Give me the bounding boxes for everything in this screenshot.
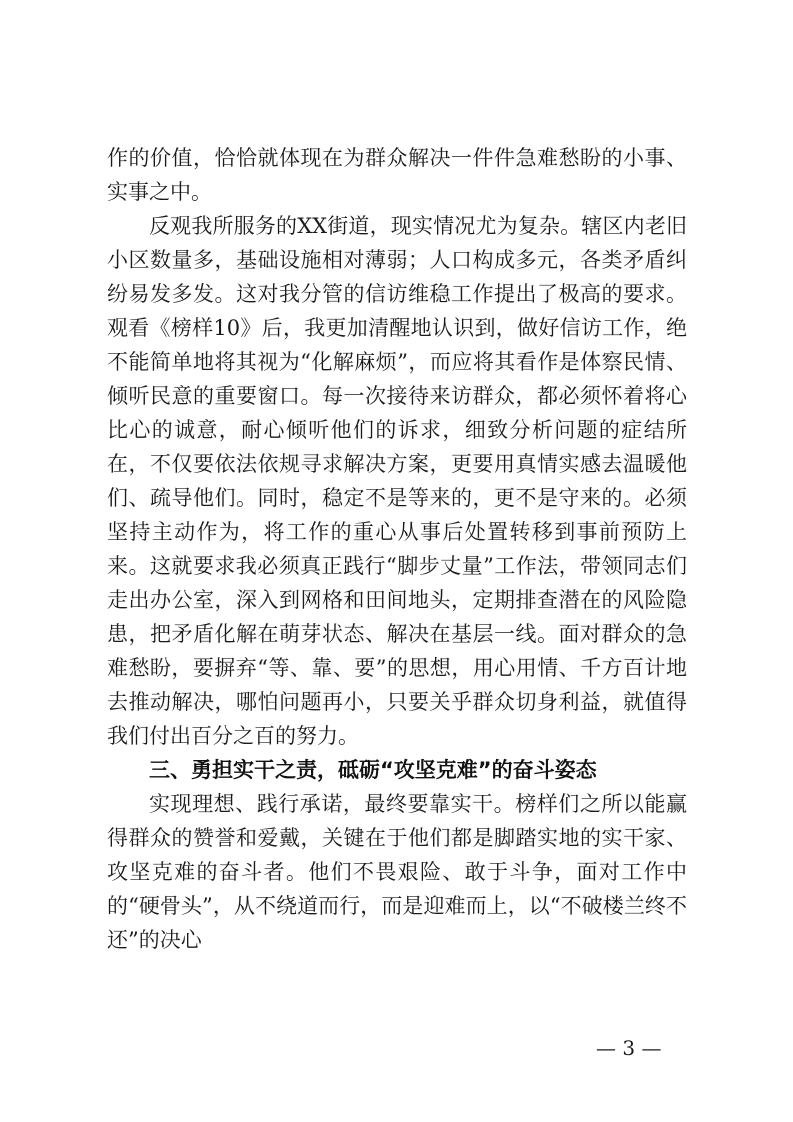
document-body	[107, 141, 687, 957]
paragraph-xx-street: 反观我所服务的XX街道，现实情况尤为复杂。辖区内老旧小区数量多，基础设施相对薄弱；人口构成多元，各类矛盾纠纷易发多发。这对我分管的信访维稳工作提出了极高的要求。观看《榜样10》后，我更加清醒地认识到，做好信访工作，绝不能简单地将其视为“化解麻烦”，而应将其看作是体察民情、倾听民意的重要窗口。每一次接待来访群众，都必须怀着将心比心的诚意，耐心倾听他们的诉求，细致分析问题的症结所在，不仅要依法依规寻求解决方案，更要用真情实感去温暖他们、疏导他们。同时，稳定不是等来的，更不是守来的。必须坚持主动作为，将工作的重心从事后处置转移到事前预防上来。这就要求我必须真正践行“脚步丈量”工作法，带领同志们走出办公室，深入到网格和田间地头，定期排查潜在的风险隐患，把矛盾化解在萌芽状态、解决在基层一线。面对群众的急难愁盼，要摒弃“等、靠、要”的思想，用心用情、千方百计地去推动解决，哪怕问题再小，只要关乎群众切身利益，就值得我们付出百分之百的努力。	[107, 214, 687, 748]
paragraph-hard-work: 实现理想、践行承诺，最终要靠实干。榜样们之所以能赢得群众的赞誉和爱戴，关键在于他们都是脚踏实地的实干家、攻坚克难的奋斗者。他们不畏艰险、敢于斗争，面对工作中的“硬骨头”，从不绕道而行，而是迎难而上，以“不破楼兰终不还”的决心	[107, 792, 687, 952]
paragraph-continuation: 作的价值，恰恰就体现在为群众解决一件件急难愁盼的小事、实事之中。	[107, 146, 687, 204]
section-heading-3: 三、勇担实干之责，砥砺“攻坚克难”的奋斗姿态	[149, 758, 597, 782]
page-number: — 3 —	[596, 1036, 662, 1060]
